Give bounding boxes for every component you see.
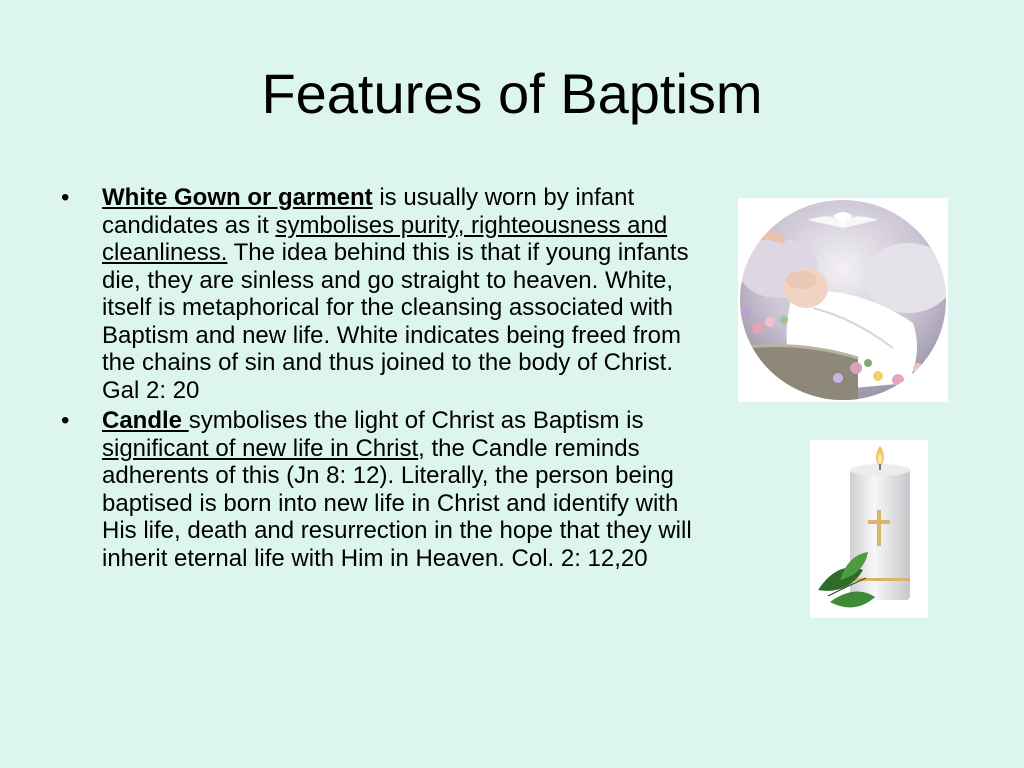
- bullet-marker: •: [61, 407, 70, 434]
- bullet-marker: •: [61, 184, 70, 211]
- bullet-heading: White Gown or garment: [102, 184, 373, 211]
- bullet-text: The idea behind this is that if young infants die, they are sinless and go straight to heaven. White, itself is metaphorical for the cleansing associated with Baptism and new life. White indicates being freed from the chains of sin and thus joined to the body of Christ. Gal 2: 20: [102, 239, 689, 404]
- bullet-emphasis: significant of new life in Christ: [102, 434, 419, 462]
- baptism-infant-image: [738, 198, 948, 402]
- bullet-item-candle: [55, 407, 695, 572]
- bullet-text: , the Candle reminds adherents of this (Jn 8: 12). Literally, the person being baptised is born into new life in Christ and identify with His life, death and resurrection in the hope that they will inherit eternal life with Him in Heaven. Col. 2: 12,20: [102, 434, 692, 572]
- bullet-heading: Candle: [102, 407, 189, 434]
- bullet-item-white-gown: [55, 184, 695, 404]
- slide-title: Features of Baptism: [261, 62, 763, 125]
- bullet-list: [55, 184, 695, 575]
- bullet-emphasis: symbolises purity, righteousness and cleanliness.: [102, 211, 668, 266]
- baptism-candle-image: [810, 440, 928, 618]
- bullet-text: symbolises the light of Christ as Baptism is: [188, 407, 644, 434]
- bullet-text: is usually worn by infant candidates as it: [102, 184, 635, 239]
